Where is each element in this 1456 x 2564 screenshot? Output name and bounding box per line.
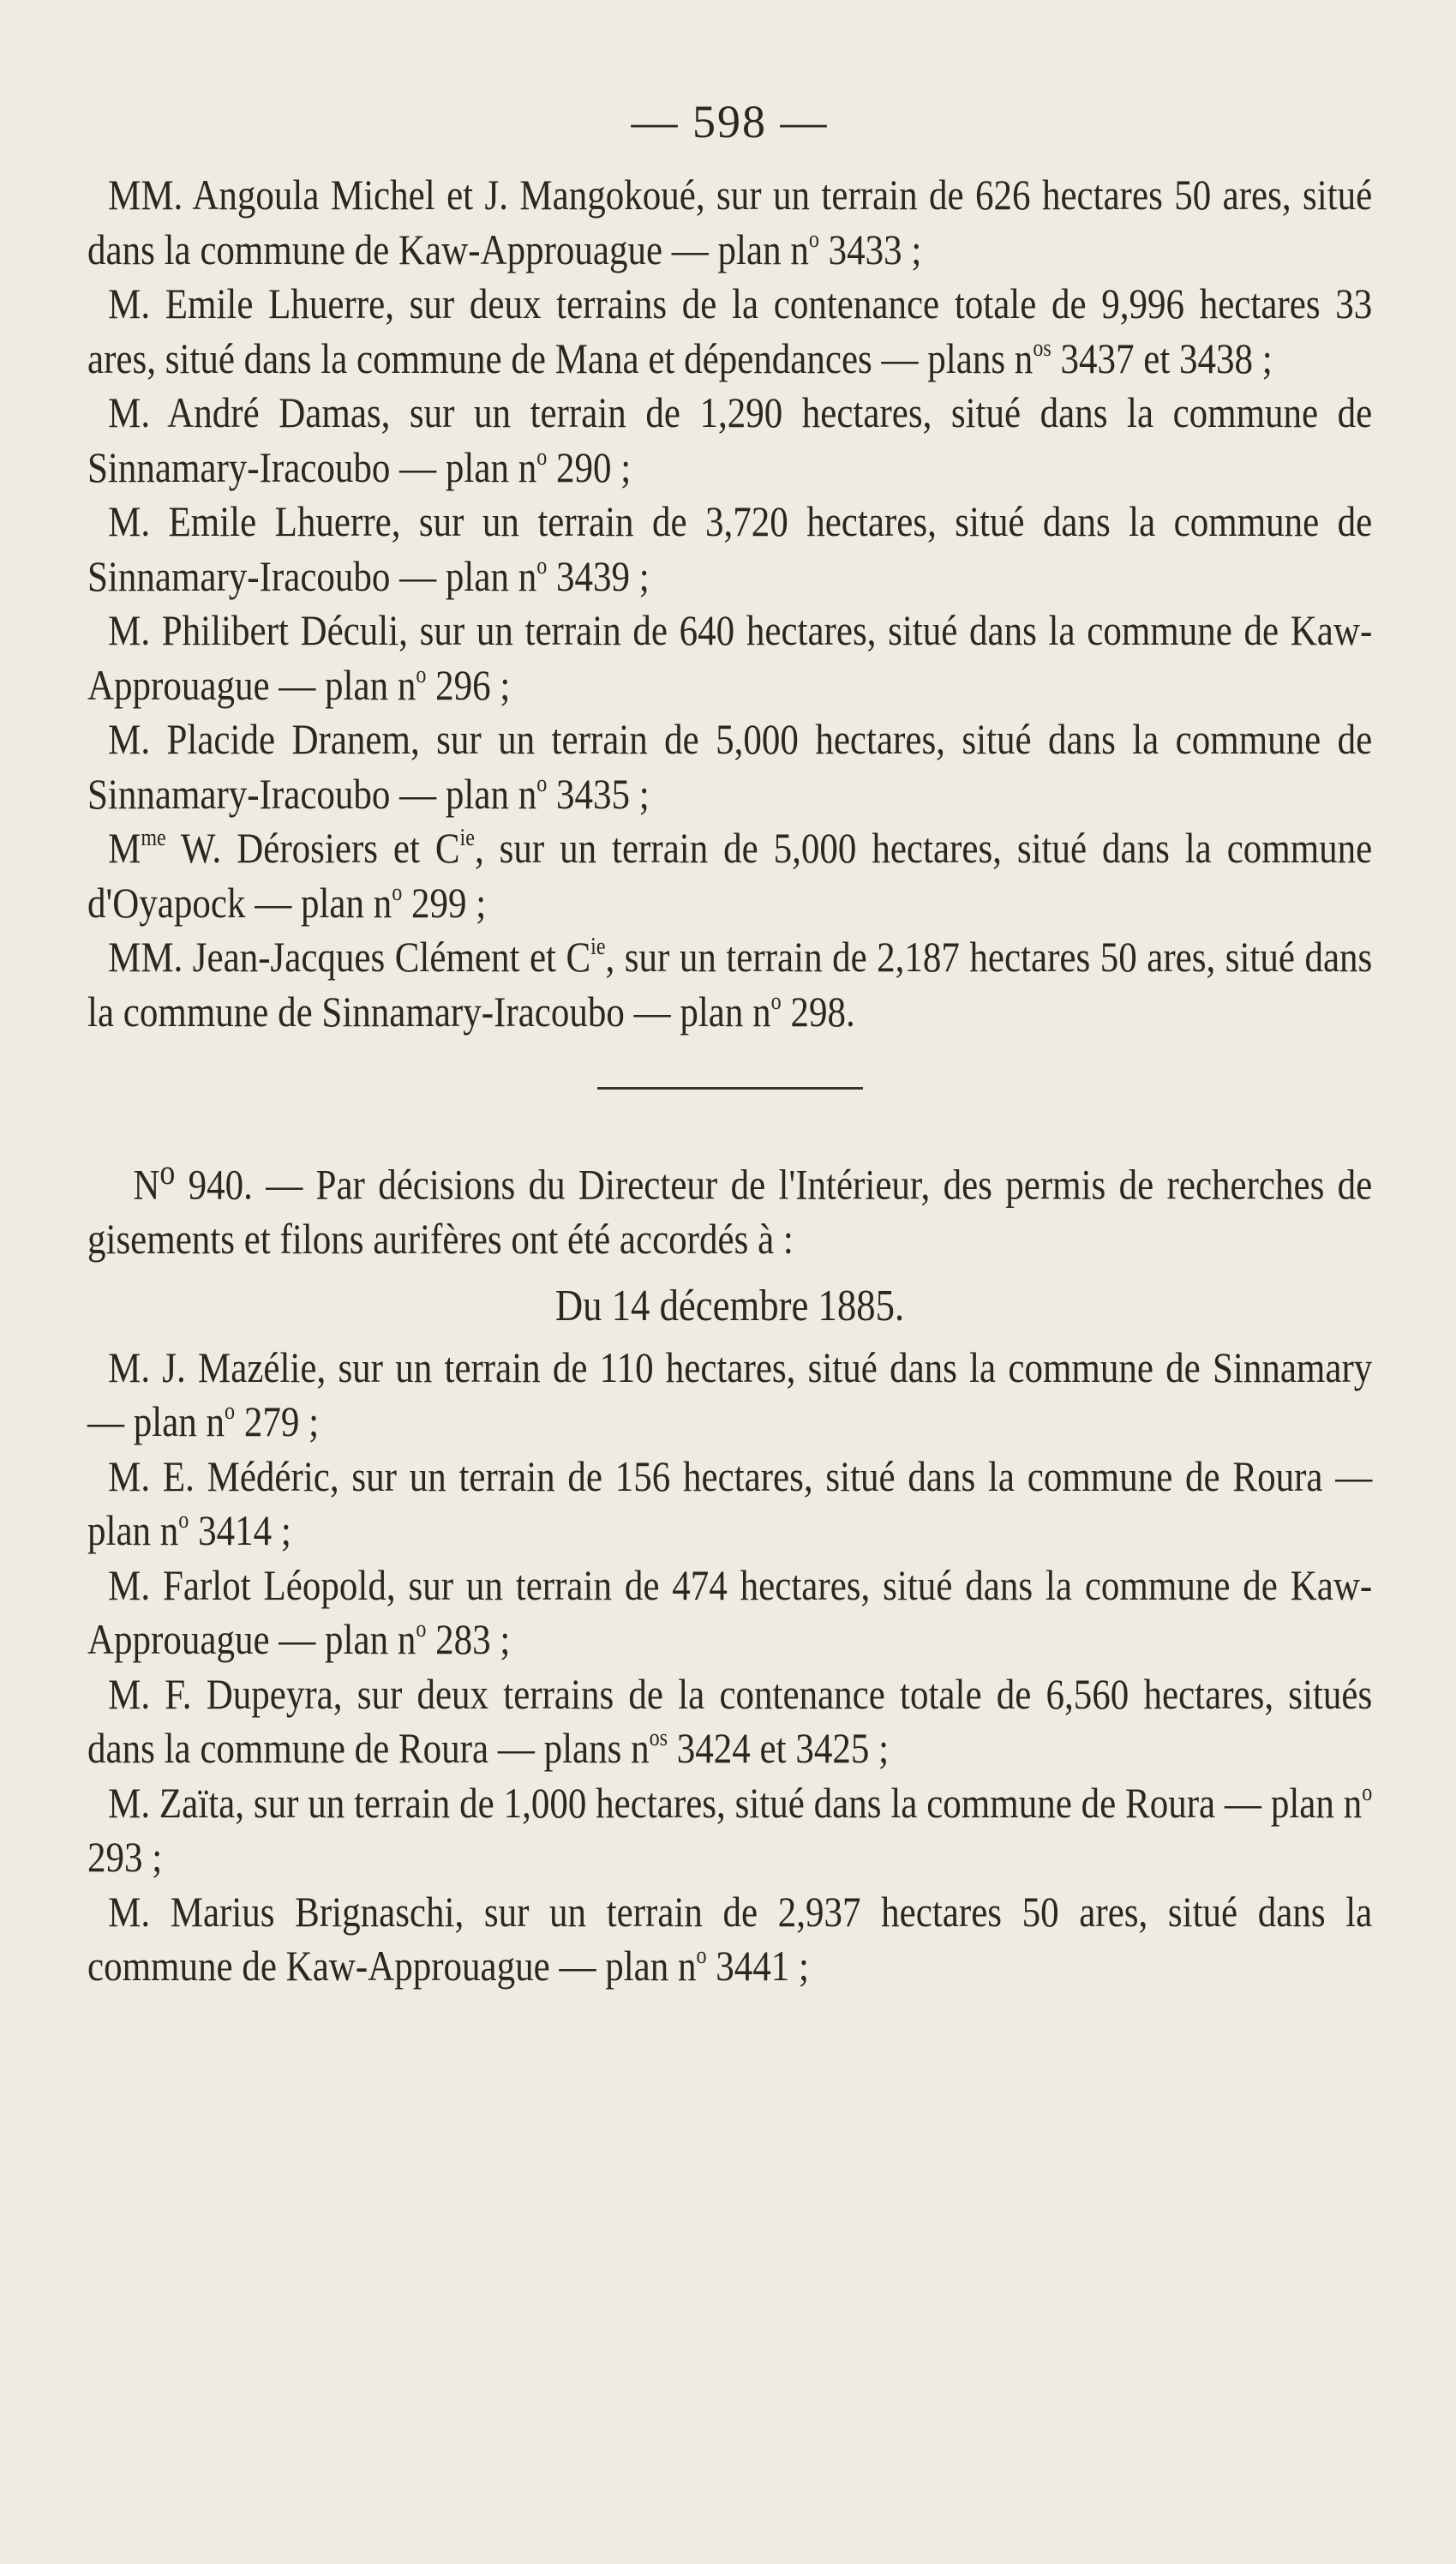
permit-entry: M. Emile Lhuerre, sur un terrain de 3,720 hectares, situé dans la commune de Sinnamary-Iracoubo — plan $n^o$ 3439 ; bbox=[87, 497, 1373, 600]
permit-entry: M. André Damas, sur un terrain de 1,290 hectares, situé dans la commune de Sinnamary-Iracoubo — plan $n^o$ 290 ; bbox=[87, 388, 1373, 491]
date-heading: Du 14 décembre 1885. bbox=[554, 1281, 905, 1330]
section-divider bbox=[597, 1087, 863, 1090]
permit-list-bottom bbox=[87, 1341, 1372, 1994]
permit-entry: M. Farlot Léopold, sur un terrain de 474 hectares, situé dans la commune de Kaw-Approuague — plan $n^o$ 283 ; bbox=[87, 1560, 1373, 1664]
permit-entry: M. F. Dupeyra, sur deux terrains de la contenance totale de 6,560 hectares, situés dans la commune de Roura — plans $n^{os}$ 3424 et 3425 ; bbox=[87, 1669, 1373, 1773]
permit-entry: M. Philibert Déculi, sur un terrain de 640 hectares, situé dans la commune de Kaw-Approuague — plan $n^o$ 296 ; bbox=[87, 606, 1373, 709]
decision-notice: $N^o$ 940. — Par décisions du Directeur de l'Intérieur, des permis de recherches de gisements et filons aurifères ont été accordés à : bbox=[87, 1153, 1373, 1264]
permit-entry: M. J. Mazélie, sur un terrain de 110 hectares, situé dans la commune de Sinnamary — plan $n^o$ 279 ; bbox=[87, 1342, 1373, 1446]
permit-entry: M. Marius Brignaschi, sur un terrain de 2,937 hectares 50 ares, situé dans la commune de Kaw-Approuague — plan $n^o$ 3441 ; bbox=[87, 1887, 1373, 1991]
permit-entry: M. E. Médéric, sur un terrain de 156 hectares, situé dans la commune de Roura — plan $n^o$ 3414 ; bbox=[87, 1451, 1373, 1555]
permit-entry: M. Zaïta, sur un terrain de 1,000 hectares, situé dans la commune de Roura — plan $n^o$ 293 ; bbox=[87, 1778, 1373, 1882]
permit-list-top bbox=[87, 168, 1372, 1039]
permit-entry: M. Emile Lhuerre, sur deux terrains de la contenance totale de 9,996 hectares 33 ares, situé dans la commune de Mana et dépendances — plans $n^{os}$ 3437 et 3438 ; bbox=[87, 279, 1373, 382]
permit-entry: MM. Jean-Jacques Clément et $C^{ie}$, sur un terrain de 2,187 hectares 50 ares, situé dans la commune de Sinnamary-Iracoubo — plan $n^o$ 298. bbox=[87, 933, 1373, 1036]
page-number: — 598 — bbox=[631, 96, 829, 147]
permit-entry: MM. Angoula Michel et J. Mangokoué, sur un terrain de 626 hectares 50 ares, situé dans la commune de Kaw-Approuague — plan $n^o$ 3433 ; bbox=[87, 171, 1373, 273]
permit-entry: M. Placide Dranem, sur un terrain de 5,000 hectares, situé dans la commune de Sinnamary-Iracoubo — plan $n^o$ 3435 ; bbox=[87, 715, 1373, 818]
permit-entry: $M^{me}$ W. Dérosiers et $C^{ie}$, sur un terrain de 5,000 hectares, situé dans la commune d'Oyapock — plan $n^o$ 299 ; bbox=[87, 824, 1373, 927]
